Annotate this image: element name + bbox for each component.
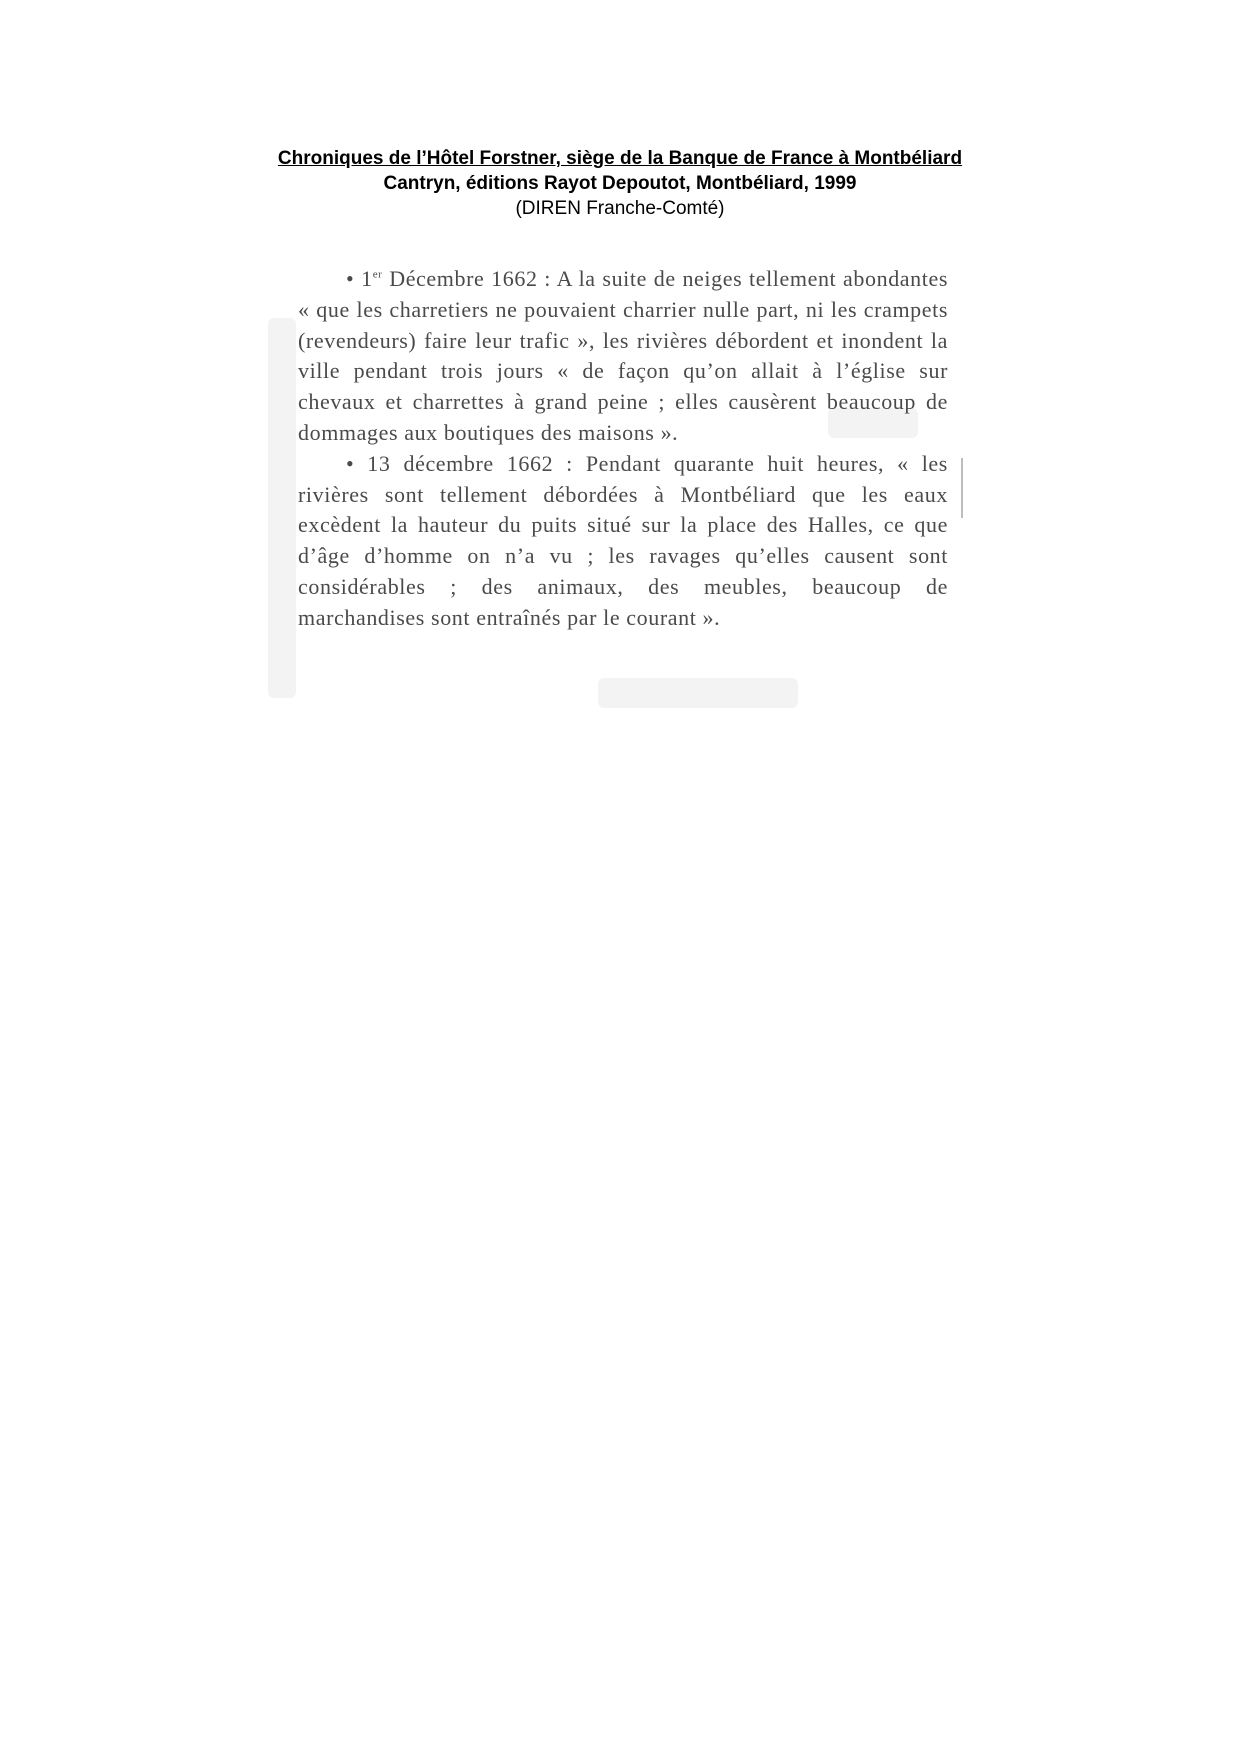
entry-2 bbox=[298, 449, 948, 634]
bullet: • bbox=[346, 450, 355, 476]
entry-date: 13 décembre 1662 : bbox=[367, 450, 573, 476]
entry-text: Pendant quarante huit heures, « les rivières sont tellement débordées à Montbéliard que les eaux excèdent la hauteur du puits situé sur la place des Halles, ce que d’âge d’homme on n’a vu ; les ravages qu’elles causent sont considérables ; des animaux, des meubles, beaucoup de marchandises sont entraînés par le courant ». bbox=[298, 450, 948, 630]
bullet: • bbox=[346, 266, 355, 291]
entry-date-superscript: er bbox=[372, 268, 383, 281]
entry-date: Décembre 1662 : bbox=[389, 266, 552, 291]
scanned-text bbox=[298, 264, 948, 634]
entry-1 bbox=[298, 264, 948, 449]
scan-edge-mark bbox=[961, 458, 963, 518]
scanned-excerpt bbox=[268, 258, 968, 718]
entry-date-number: 1 bbox=[361, 266, 373, 291]
document-citation: Cantryn, éditions Rayot Depoutot, Montbéliard, 1999 bbox=[383, 173, 857, 194]
scan-shadow bbox=[598, 678, 798, 708]
scan-shadow bbox=[268, 318, 296, 698]
document-source: (DIREN Franche-Comté) bbox=[515, 198, 725, 219]
document-header bbox=[0, 146, 1240, 221]
entry-text: A la suite de neiges tellement abondantes « que les charretiers ne pouvaient charrier nulle part, ni les crampets (revendeurs) faire leur trafic », les rivières débordent et inondent la ville pendant trois jours « de façon qu’on allait à l’église sur chevaux et charrettes à grand peine ; elles causèrent beaucoup de dommages aux boutiques des maisons ». bbox=[298, 266, 948, 445]
document-title: Chroniques de l’Hôtel Forstner, siège de la Banque de France à Montbéliard bbox=[277, 148, 963, 169]
